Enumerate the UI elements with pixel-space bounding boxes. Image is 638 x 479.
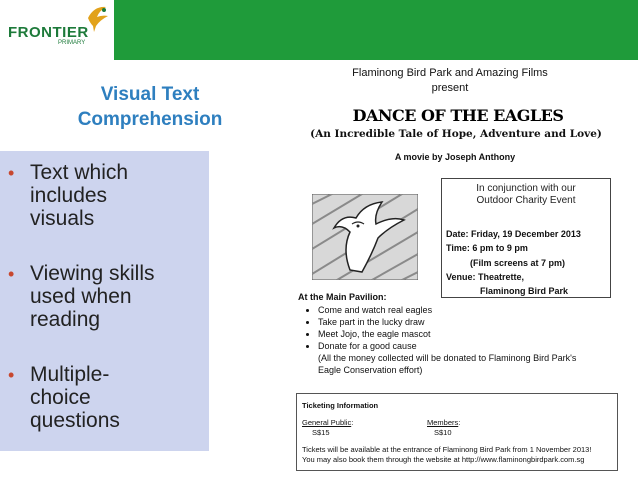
ticketing-box <box>296 393 618 471</box>
ticket-availability: Tickets will be available at the entrance of Flaminong Bird Park from 1 November 2013! <box>302 445 592 454</box>
movie-credit: A movie by Joseph Anthony <box>394 152 516 162</box>
bullet-panel <box>0 151 209 451</box>
bullet-item <box>30 161 206 230</box>
slide-title-line1: Visual Text <box>100 84 200 105</box>
bullet-line: choice <box>30 386 91 409</box>
bullet-line: used when <box>30 285 132 308</box>
bullet-item <box>30 262 206 331</box>
eagle-illustration-icon <box>312 194 418 280</box>
members-price: S$10 <box>434 428 452 437</box>
donation-note <box>298 352 618 376</box>
list-item: • Take part in the lucky draw <box>318 316 618 328</box>
bullet-line: visuals <box>30 207 95 230</box>
ticketing-heading: Ticketing Information <box>302 401 379 410</box>
event-intro-line: In conjunction with our <box>476 183 576 194</box>
logo-name: FRONTIER <box>8 24 89 41</box>
movie-subtitle: (An Incredible Tale of Hope, Adventure and Love) <box>310 128 602 140</box>
movie-title: DANCE OF THE EAGLES <box>352 106 564 125</box>
bullet-line: questions <box>30 409 120 432</box>
bullet-marker: • <box>8 264 15 284</box>
bullet-line: includes <box>30 184 108 207</box>
list-item: • Donate for a good cause <box>318 340 618 352</box>
members-label: Members <box>427 418 459 427</box>
pavilion-heading: At the Main Pavilion: <box>298 292 387 302</box>
public-colon: : <box>351 418 354 427</box>
members-colon: : <box>458 418 461 427</box>
bullet-marker: • <box>8 365 15 385</box>
event-venue-place: Flaminong Bird Park <box>480 286 569 296</box>
donation-note-line: (All the money collected will be donated to Flaminong Bird Park's <box>318 353 577 363</box>
bullet-line: Multiple- <box>30 363 110 386</box>
bullet-line: Viewing skills <box>30 262 155 285</box>
public-label: General Public <box>302 418 352 427</box>
bullet-line: Text which <box>30 161 129 184</box>
present-line: present <box>431 82 469 94</box>
slide-title <box>60 82 240 132</box>
list-item: • Meet Jojo, the eagle mascot <box>318 328 618 340</box>
list-item: • Come and watch real eagles <box>318 304 618 316</box>
event-screening: (Film screens at 7 pm) <box>470 258 566 268</box>
donation-note-line: Eagle Conservation effort) <box>318 365 423 375</box>
header-bar <box>114 0 638 60</box>
bullet-marker: • <box>8 163 15 183</box>
public-price-label <box>302 418 353 427</box>
pavilion-list <box>298 304 618 352</box>
presenters-line: Flaminong Bird Park and Amazing Films <box>352 67 548 79</box>
event-intro-line: Outdoor Charity Event <box>476 195 576 206</box>
bullet-item <box>30 363 206 432</box>
event-details-box <box>441 178 611 298</box>
event-venue: Venue: Theatrette, <box>446 272 525 282</box>
slide-title-line2: Comprehension <box>77 109 223 130</box>
event-date: Date: Friday, 19 December 2013 <box>446 229 581 239</box>
public-price: S$15 <box>312 428 330 437</box>
ticket-website: You may also book them through the website at http://www.flaminongbirdpark.com.sg <box>302 455 585 464</box>
pavilion-activities <box>298 292 618 376</box>
flyer-presenters <box>310 66 590 96</box>
event-time: Time: 6 pm to 9 pm <box>446 243 528 253</box>
bullet-line: reading <box>30 308 101 331</box>
logo-subtitle: PRIMARY <box>58 40 86 46</box>
members-price-label <box>427 418 460 427</box>
event-intro <box>442 183 610 207</box>
